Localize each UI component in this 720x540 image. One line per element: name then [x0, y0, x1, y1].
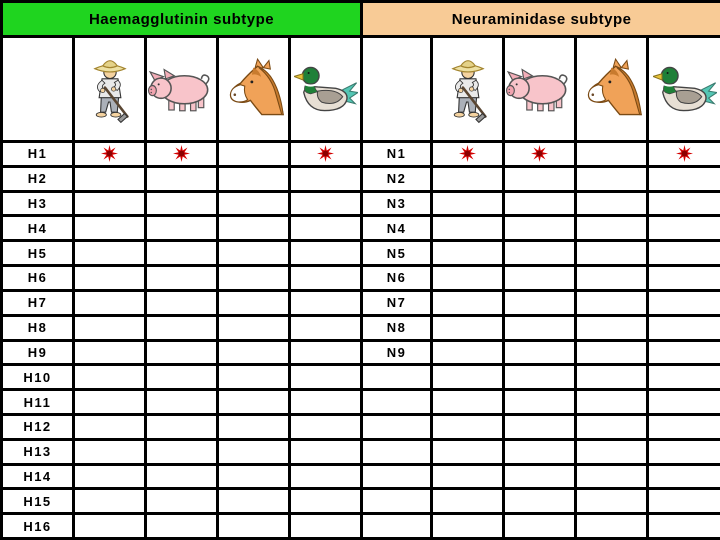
matrix-cell [504, 266, 576, 291]
matrix-cell [576, 216, 648, 241]
neuraminidase-row-label: N2 [362, 166, 432, 191]
matrix-cell [576, 365, 648, 390]
matrix-cell [432, 390, 504, 415]
matrix-cell [146, 390, 218, 415]
matrix-cell [504, 216, 576, 241]
matrix-cell [146, 464, 218, 489]
matrix-cell [290, 241, 362, 266]
matrix-cell [218, 489, 290, 514]
neuraminidase-row-label: N7 [362, 290, 432, 315]
matrix-cell [504, 166, 576, 191]
neuraminidase-row-label [362, 439, 432, 464]
table-row [2, 514, 720, 539]
neuraminidase-row-label [362, 414, 432, 439]
matrix-cell [74, 315, 146, 340]
matrix-cell [648, 390, 720, 415]
table-row [2, 315, 720, 340]
neuraminidase-row-label [362, 464, 432, 489]
matrix-cell [218, 340, 290, 365]
table-row [2, 191, 720, 216]
matrix-cell [146, 241, 218, 266]
table-row [2, 241, 720, 266]
matrix-cell [648, 315, 720, 340]
matrix-cell [648, 191, 720, 216]
table-row [2, 290, 720, 315]
matrix-cell [290, 390, 362, 415]
matrix-cell [74, 464, 146, 489]
matrix-cell [74, 241, 146, 266]
matrix-cell [432, 166, 504, 191]
matrix-cell [576, 464, 648, 489]
horse-icon [218, 37, 290, 142]
haemagglutinin-row-label: H6 [2, 266, 74, 291]
table-row [2, 266, 720, 291]
matrix-cell [74, 216, 146, 241]
matrix-cell [576, 241, 648, 266]
matrix-cell [648, 340, 720, 365]
matrix-cell [290, 142, 362, 167]
matrix-cell [504, 191, 576, 216]
matrix-cell [74, 439, 146, 464]
matrix-cell [504, 414, 576, 439]
matrix-cell [290, 489, 362, 514]
matrix-cell [218, 290, 290, 315]
matrix-cell [290, 290, 362, 315]
haemagglutinin-row-label: H2 [2, 166, 74, 191]
matrix-cell [290, 414, 362, 439]
matrix-cell [74, 266, 146, 291]
table-row [2, 464, 720, 489]
matrix-cell [648, 166, 720, 191]
matrix-cell [290, 191, 362, 216]
duck-icon [290, 37, 362, 142]
matrix-cell [432, 489, 504, 514]
matrix-cell [576, 514, 648, 539]
matrix-cell [74, 365, 146, 390]
neuraminidase-header: Neuraminidase subtype [362, 2, 720, 37]
table-row [2, 414, 720, 439]
table-row [2, 216, 720, 241]
haemagglutinin-row-label: H9 [2, 340, 74, 365]
matrix-cell [504, 365, 576, 390]
matrix-cell [576, 489, 648, 514]
matrix-cell [146, 514, 218, 539]
matrix-cell [290, 315, 362, 340]
star-icon [531, 145, 548, 162]
matrix-cell [146, 266, 218, 291]
haemagglutinin-row-label: H8 [2, 315, 74, 340]
matrix-cell [432, 340, 504, 365]
matrix-cell [432, 241, 504, 266]
matrix-cell [290, 216, 362, 241]
matrix-cell [290, 166, 362, 191]
matrix-cell [218, 266, 290, 291]
neuraminidase-row-label: N3 [362, 191, 432, 216]
matrix-cell [648, 290, 720, 315]
haemagglutinin-row-label: H4 [2, 216, 74, 241]
matrix-cell [576, 340, 648, 365]
matrix-cell [146, 142, 218, 167]
matrix-cell [146, 216, 218, 241]
neuraminidase-row-label: N4 [362, 216, 432, 241]
header-row [2, 2, 720, 37]
star-icon [173, 145, 190, 162]
matrix-cell [504, 464, 576, 489]
neuraminidase-row-label [362, 514, 432, 539]
star-icon [676, 145, 693, 162]
matrix-cell [648, 489, 720, 514]
matrix-cell [648, 241, 720, 266]
matrix-cell [504, 489, 576, 514]
haemagglutinin-row-label: H10 [2, 365, 74, 390]
matrix-cell [576, 315, 648, 340]
matrix-cell [432, 365, 504, 390]
matrix-cell [504, 340, 576, 365]
matrix-cell [648, 439, 720, 464]
matrix-cell [218, 390, 290, 415]
neuraminidase-row-label [362, 489, 432, 514]
neuraminidase-row-label: N1 [362, 142, 432, 167]
matrix-cell [432, 266, 504, 291]
matrix-cell [432, 290, 504, 315]
matrix-cell [504, 241, 576, 266]
matrix-cell [648, 365, 720, 390]
farmer-icon [432, 37, 504, 142]
table-row [2, 439, 720, 464]
matrix-cell [576, 266, 648, 291]
corner-cell-left [2, 37, 74, 142]
matrix-cell [432, 464, 504, 489]
table-row [2, 365, 720, 390]
matrix-cell [218, 514, 290, 539]
neuraminidase-row-label [362, 390, 432, 415]
matrix-cell [146, 315, 218, 340]
star-icon [459, 145, 476, 162]
pig-icon [146, 37, 218, 142]
pig-icon [504, 37, 576, 142]
matrix-cell [74, 340, 146, 365]
matrix-cell [648, 216, 720, 241]
matrix-cell [504, 514, 576, 539]
matrix-cell [432, 414, 504, 439]
matrix-cell [218, 216, 290, 241]
matrix-cell [432, 315, 504, 340]
matrix-cell [146, 191, 218, 216]
matrix-cell [290, 464, 362, 489]
table-row [2, 390, 720, 415]
horse-icon [576, 37, 648, 142]
matrix-cell [218, 365, 290, 390]
matrix-cell [290, 365, 362, 390]
matrix-cell [576, 414, 648, 439]
haemagglutinin-row-label: H5 [2, 241, 74, 266]
matrix-cell [432, 142, 504, 167]
matrix-cell [74, 514, 146, 539]
matrix-cell [648, 414, 720, 439]
haemagglutinin-row-label: H15 [2, 489, 74, 514]
matrix-cell [218, 464, 290, 489]
host-icons-row [2, 37, 720, 142]
matrix-cell [504, 315, 576, 340]
matrix-cell [218, 439, 290, 464]
matrix-cell [432, 191, 504, 216]
table-row [2, 340, 720, 365]
matrix-cell [74, 191, 146, 216]
matrix-cell [146, 166, 218, 191]
matrix-cell [576, 166, 648, 191]
neuraminidase-row-label: N6 [362, 266, 432, 291]
haemagglutinin-row-label: H14 [2, 464, 74, 489]
matrix-cell [74, 489, 146, 514]
haemagglutinin-row-label: H12 [2, 414, 74, 439]
neuraminidase-row-label: N8 [362, 315, 432, 340]
matrix-cell [576, 290, 648, 315]
matrix-cell [218, 315, 290, 340]
matrix-cell [504, 290, 576, 315]
matrix-cell [576, 439, 648, 464]
haemagglutinin-row-label: H13 [2, 439, 74, 464]
haemagglutinin-header: Haemagglutinin subtype [2, 2, 362, 37]
matrix-cell [218, 414, 290, 439]
matrix-cell [146, 365, 218, 390]
matrix-cell [290, 439, 362, 464]
matrix-cell [218, 241, 290, 266]
matrix-cell [432, 439, 504, 464]
matrix-cell [74, 414, 146, 439]
matrix-cell [432, 216, 504, 241]
matrix-cell [648, 266, 720, 291]
matrix-cell [74, 290, 146, 315]
haemagglutinin-row-label: H16 [2, 514, 74, 539]
matrix-cell [218, 142, 290, 167]
matrix-cell [146, 340, 218, 365]
table-row [2, 142, 720, 167]
haemagglutinin-row-label: H7 [2, 290, 74, 315]
table-row [2, 166, 720, 191]
haemagglutinin-row-label: H1 [2, 142, 74, 167]
matrix-cell [576, 191, 648, 216]
matrix-cell [648, 142, 720, 167]
haemagglutinin-row-label: H3 [2, 191, 74, 216]
matrix-cell [74, 166, 146, 191]
neuraminidase-row-label: N9 [362, 340, 432, 365]
matrix-cell [290, 514, 362, 539]
matrix-cell [146, 414, 218, 439]
matrix-cell [504, 390, 576, 415]
matrix-cell [576, 142, 648, 167]
matrix-cell [218, 191, 290, 216]
matrix-cell [218, 166, 290, 191]
neuraminidase-row-label: N5 [362, 241, 432, 266]
matrix-cell [146, 439, 218, 464]
farmer-icon [74, 37, 146, 142]
matrix-cell [504, 439, 576, 464]
neuraminidase-row-label [362, 365, 432, 390]
table-row [2, 489, 720, 514]
matrix-cell [74, 142, 146, 167]
matrix-cell [432, 514, 504, 539]
matrix-cell [576, 390, 648, 415]
haemagglutinin-row-label: H11 [2, 390, 74, 415]
star-icon [101, 145, 118, 162]
matrix-cell [290, 340, 362, 365]
matrix-cell [504, 142, 576, 167]
matrix-cell [146, 290, 218, 315]
matrix-cell [648, 514, 720, 539]
matrix-cell [290, 266, 362, 291]
subtype-matrix-body [2, 142, 720, 539]
corner-cell-right [362, 37, 432, 142]
matrix-cell [648, 464, 720, 489]
star-icon [317, 145, 334, 162]
matrix-cell [74, 390, 146, 415]
duck-icon [648, 37, 720, 142]
matrix-cell [146, 489, 218, 514]
